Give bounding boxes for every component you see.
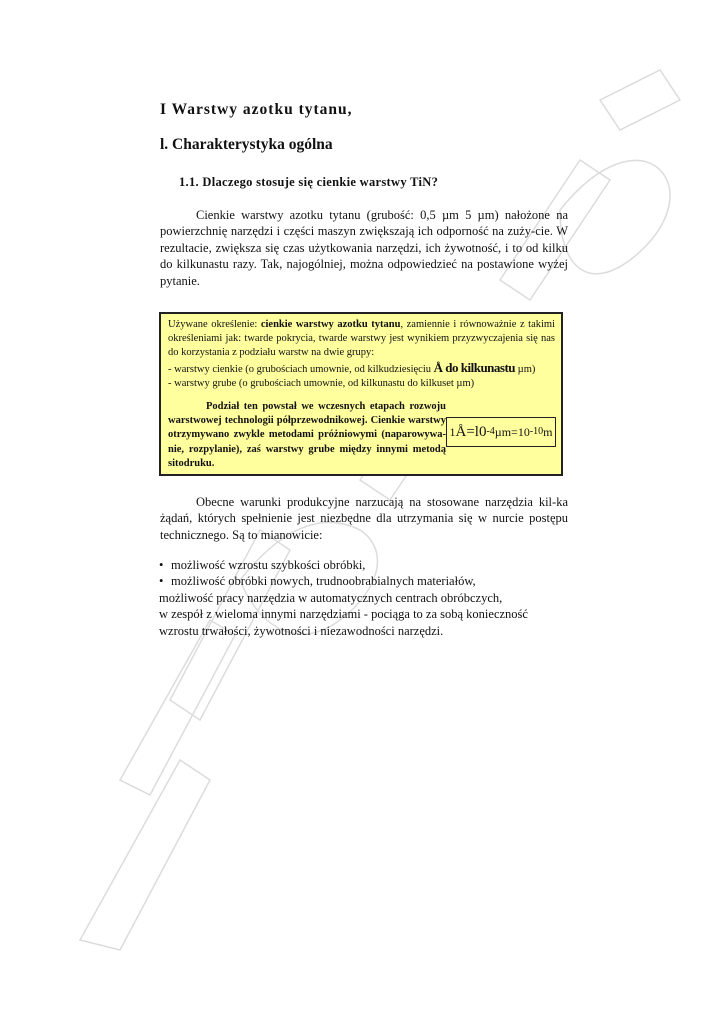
subsection-title: l. Charakterystyka ogólna: [160, 136, 333, 153]
box-intro-rest: , zamiennie i równoważnie z takimi określeniami jak: twarde pokrycia, twarde warstwy jest wynikiem przyzwyczajenia się nas do korzystania z podziału warstw na dwie grupy:: [168, 319, 555, 359]
bullet-icon: •: [159, 558, 164, 572]
section-title: I Warstwy azotku tytanu,: [160, 101, 353, 118]
list-item-text: możliwość wzrostu szybkości obróbki,: [171, 558, 366, 572]
box-intro: [168, 318, 555, 361]
box-item-thick: - warstwy grube (o grubościach umownie, od kilkunastu do kilkuset µm): [168, 377, 475, 389]
box-intro-prefix: Używane określenie:: [168, 319, 261, 330]
box-item-thin-suffix: µm): [515, 363, 536, 375]
box-history: Podział ten powstał we wczesnych etapach rozwoju warstwowej technologii półprzewodnikowej. Cienkie warstwy otrzymywano zwykle metodami próżniowymi (naparowywa-nie, rozpylanie), zaś warstwy grube między innymi metodą sitodruku.: [168, 401, 446, 469]
requirements-list: [159, 557, 579, 639]
list-item: [159, 557, 579, 573]
list-line: w zespół z wieloma innymi narzędziami - pociąga to za sobą konieczność: [159, 607, 528, 622]
angstrom-formula: [446, 417, 556, 447]
requirements-paragraph: Obecne warunki produkcyjne narzucają na stosowane narzędzia kil-ka żądań, których spełnienie jest niezbędne dla utrzymania się w nurcie postępu technicznego. Są to mianowicie:: [160, 495, 568, 542]
definition-box: [159, 312, 563, 476]
box-item-thin: [168, 361, 555, 377]
list-line: możliwość pracy narzędzia w automatycznych centrach obróbczych,: [159, 590, 503, 605]
formula-exp: -10: [529, 425, 544, 437]
list-item: [159, 573, 579, 589]
box-intro-term: cienkie warstwy azotku tytanu: [260, 319, 401, 330]
list-item-text: możliwość obróbki nowych, trudnoobrabialnych materiałów,: [171, 574, 476, 589]
formula-part: m: [543, 424, 553, 439]
box-item-thin-range: Å do kilkunastu: [433, 359, 516, 375]
formula-part: 1: [449, 424, 456, 439]
box-item-thin-prefix: - warstwy cienkie (o grubościach umownie, od kilkudziesięciu: [168, 363, 434, 375]
formula-exp: -4: [486, 425, 495, 437]
formula-part: Å=l0: [455, 423, 487, 440]
list-line: wzrostu trwałości, żywotności i niezawodności narzędzi.: [159, 623, 444, 638]
question-title: 1.1. Dlaczego stosuje się cienkie warstwy TiN?: [179, 175, 439, 189]
bullet-icon: •: [159, 574, 164, 589]
intro-paragraph: Cienkie warstwy azotku tytanu (grubość: 0,5 µm 5 µm) nałożone na powierzchnię narzędzi i części maszyn zwiększają ich odporność na zuży-cie. W rezultacie, zwiększa się czas użytkowania narzędzi, ich żywotność, i to od kilku do kilkunastu razy. Tak, najogólniej, można odpowiedzieć na postawione wyżej pytanie.: [160, 208, 568, 288]
formula-part: µm=10: [494, 424, 530, 439]
